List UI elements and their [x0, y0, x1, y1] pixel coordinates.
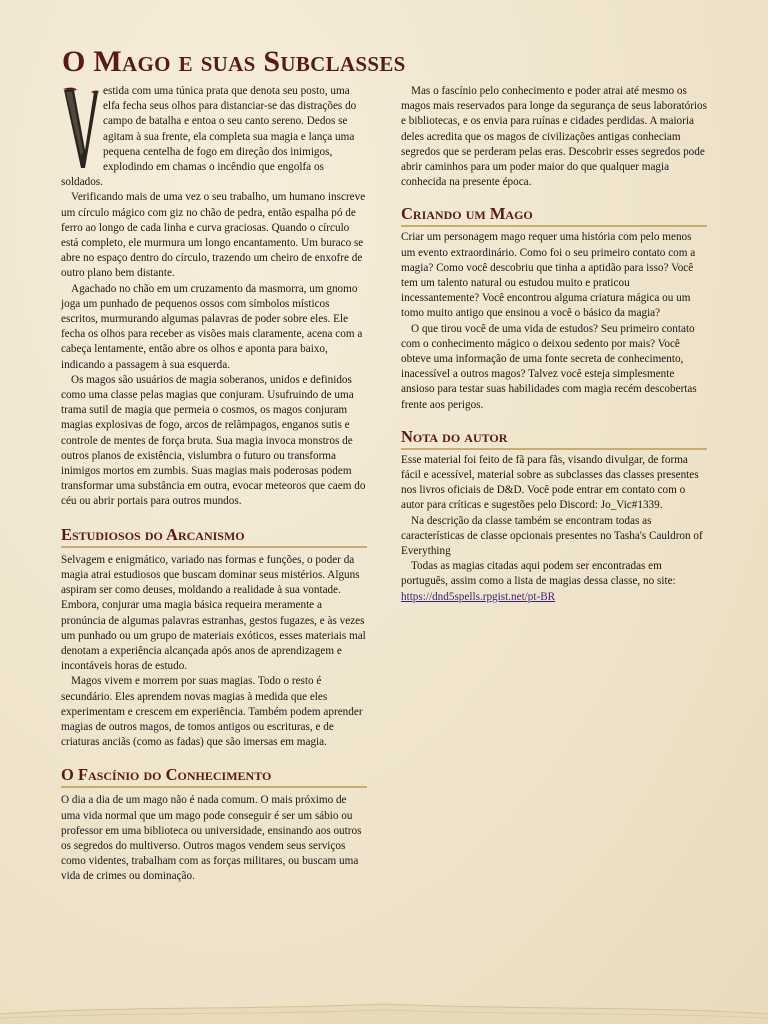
intro-paragraph-2: Verificando mais de uma vez o seu trabalho, um humano inscreve um círculo mágico com giz no chão de pedra, então espalha pó de ferro ao longo de cada linha e curva graciosas. Quando o círculo está completo, ele murmura um longo encantamento. Um buraco se abre no espaço dentro do círculo, trazendo um cheiro de enxofre de outro plano bem distante.: [61, 191, 366, 280]
nota-paragraph-3: Todas as magias citadas aqui podem ser encontradas em português, assim como a lista de magias dessa classe, no site:: [401, 560, 676, 588]
page-title: O Mago e suas Subclasses: [62, 45, 406, 78]
estudiosos-paragraph-2: Magos vivem e morrem por suas magias. Todo o resto é secundário. Eles aprendem novas magias à medida que eles experimentam e crescem em experiência. Também podem aprender magias de outros magos, de tomos antigos ou escrituras, e de criaturas anciãs (como as fadas) que são imersas em magia.: [61, 675, 363, 749]
intro-paragraph-3: Agachado no chão em um cruzamento da masmorra, um gnomo joga um punhado de pequenos ossos com símbolos místicos escritos, murmurando algumas palavras de poder sobre eles. Ele fecha os olhos para receber as visões mais claramente, acena com a cabeça lentamente, então abre os olhos e aponta para baixo, indicando a passagem à sua esquerda.: [61, 282, 363, 371]
fascinio-paragraph-1: O dia a dia de um mago não é nada comum. O mais próximo de uma vida normal que um mago pode conseguir é ser um sábio ou professor em uma biblioteca ou universidade, ensinando aos outros os segredos do multiverso. Outros magos vendem seus serviços como videntes, trabalham com as forças militares, ou buscam uma vida de crimes ou dominação.: [61, 794, 362, 883]
fascinio-paragraph-2: Mas o fascínio pelo conhecimento e poder atrai até mesmo os magos mais reservados para longe da segurança de seus laboratórios e bibliotecas, e os envia para ruínas e cidades perdidas. A maioria deles acredita que os magos de civilizações antigas conheciam segredos que se perderam pelas eras. Descobrir esses segredos pode abrir caminhos para um poder maior do que qualquer magia conhecida na presente época.: [401, 85, 707, 189]
left-column: [61, 84, 367, 885]
nota-link-line: [401, 590, 707, 605]
estudiosos-paragraph-1: Selvagem e enigmático, variado nas formas e funções, o poder da magia atrai estudiosos que buscam dominar seus mistérios. Alguns aspiram ser como deuses, moldando a realidade à sua vontade. Embora, conjurar uma magia básica requeira meramente a pronúncia de algumas palavras estranhas, gestos fugazes, e às vezes um punhado ou um grupo de materiais exóticos, esses materiais mal denotam a experiência alcançada após anos de aprendizagem e incontáveis horas de estudo.: [61, 553, 366, 673]
intro-paragraph-1: estida com uma túnica prata que denota seu posto, uma elfa fecha seus olhos para distanciar-se das distrações do campo de batalha e entoa o seu canto sereno. Dedos se agitam à sua frente, ela completa sua magia e lança uma pequena centelha de fogo em direção dos inimigos, explodindo em chamas o incêndio que engolfa os soldados.: [61, 85, 357, 189]
heading-estudiosos: Estudiosos do Arcanismo: [61, 525, 367, 548]
dropcap-letter: [61, 86, 99, 172]
intro-paragraph-4: Os magos são usuários de magia soberanos, unidos e definidos como uma classe pelas magias que conjuram. Usufruindo de uma trama sutil de magia que permeia o cosmos, os magos conjuram magias explosivas de fogo, arcos de relâmpagos, enganos sutis e controle de mentes de força bruta. Sua magia invoca monstros de outros planos de existência, vislumbra o futuro ou transforma inimigos mortos em zumbis. Suas magias mais poderosas podem transformar uma substância em outra, evocar meteoros que caem do céu ou abrir portais para outros mundos.: [61, 373, 366, 508]
nota-paragraph-1: Esse material foi feito de fã para fãs, visando divulgar, de forma fácil e acessível, material sobre as subclasses das classes presentes nos livros oficiais de D&D. Você pode entrar em contato com o autor para críticas e sugestões pelo Discord: Jo_Vic#1339.: [401, 453, 699, 512]
criando-paragraph-2: O que tirou você de uma vida de estudos? Seu primeiro contato com o conhecimento mágico o deixou sedento por mais? Você obteve uma informação de uma fonte secreta de conhecimento, inacessível a outros magos? Talvez você esteja simplesmente ansioso para testar suas habilidades com magia recém descobertas frente aos perigos.: [401, 322, 697, 411]
heading-nota-autor: Nota do autor: [401, 427, 707, 450]
footer-ornament: [0, 984, 768, 1024]
heading-fascinio: O Fascínio do Conhecimento: [61, 765, 367, 788]
criando-paragraph-1: Criar um personagem mago requer uma história com pelo menos um evento extraordinário. Como foi o seu primeiro contato com a magia? Como você descobriu que tinha a aptidão para isso? Você tem um talento natural ou estudou muito e praticou incessantemente? Você encontrou alguma criatura mágica ou um tomo muito antigo que ensinou a você o básico da magia?: [401, 231, 696, 320]
heading-criando: Criando um Mago: [401, 204, 707, 227]
nota-paragraph-2: Na descrição da classe também se encontram todas as características de classe opcionais presentes no Tasha's Cauldron of Everything: [401, 514, 703, 558]
right-column: [401, 84, 707, 605]
spells-site-link[interactable]: https://dnd5spells.rpgist.net/pt-BR: [401, 590, 556, 603]
